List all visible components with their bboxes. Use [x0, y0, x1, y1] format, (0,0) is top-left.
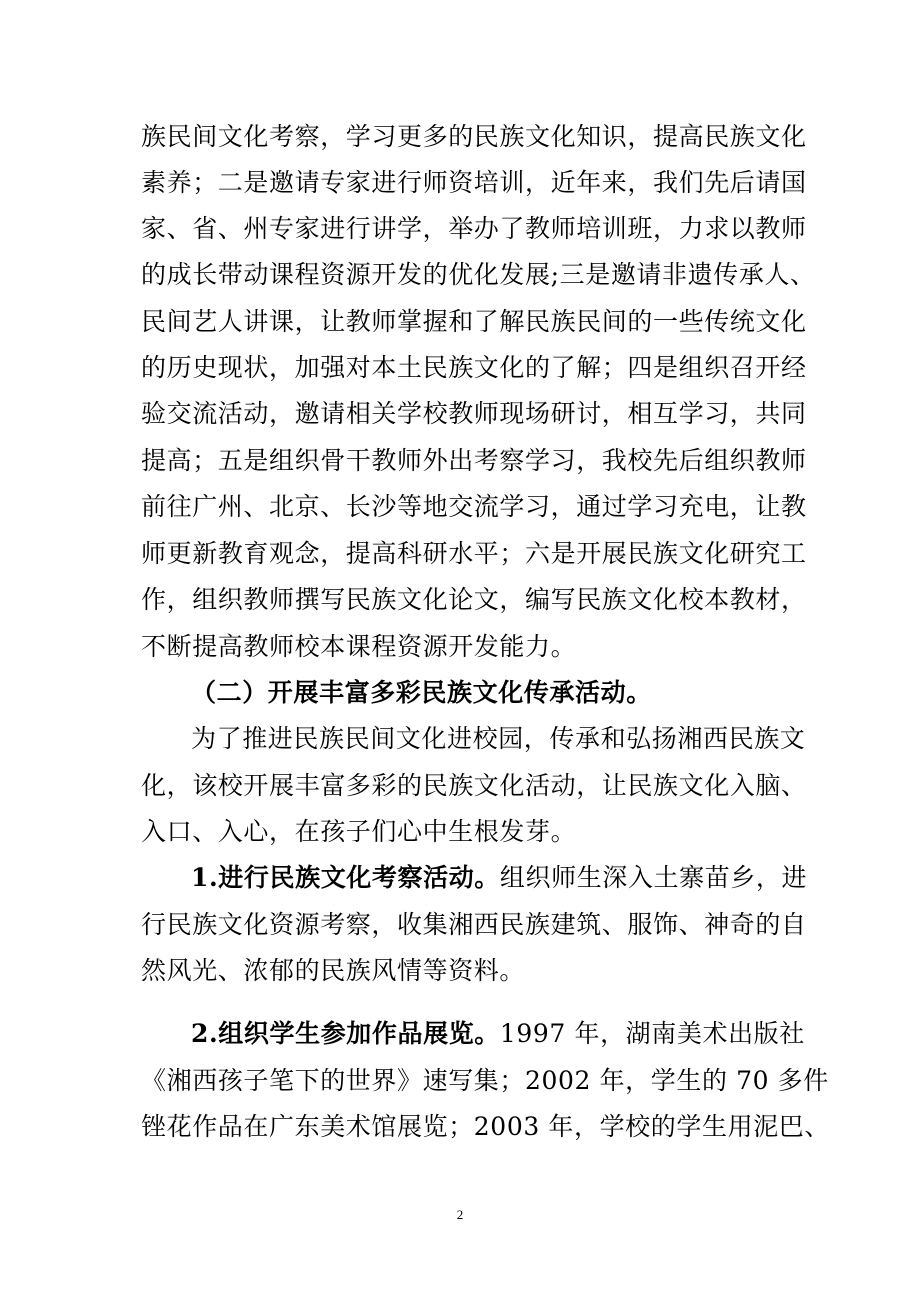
page-number: 2	[456, 1207, 464, 1222]
paragraph-line: 家、省、州专家进行讲学，举办了教师培训班，力求以教师	[141, 214, 807, 243]
paragraph-line: 行民族文化资源考察，收集湘西民族建筑、服饰、神奇的自	[141, 910, 807, 939]
paragraph-line: 的历史现状，加强对本土民族文化的了解；四是组织召开经	[141, 353, 807, 382]
paragraph-line: 作，组织教师撰写民族文化论文，编写民族文化校本教材，	[141, 585, 807, 614]
paragraph-line: 提高；五是组织骨干教师外出考察学习，我校先后组织教师	[141, 446, 807, 475]
paragraph-line: 锉花作品在广东美术馆展览；2003 年，学校的学生用泥巴、	[141, 1112, 830, 1141]
item-1-text: 组织师生深入土寨苗乡，进	[499, 863, 808, 892]
paragraph-line: 的成长带动课程资源开发的优化发展;三是邀请非遗传承人、	[141, 260, 816, 289]
paragraph-line: 入口、入心，在孩子们心中生根发芽。	[141, 817, 577, 846]
item-2-first-line	[191, 1014, 805, 1054]
paragraph-line: 师更新教育观念，提高科研水平；六是开展民族文化研究工	[141, 539, 807, 568]
paragraph-line: 然风光、浓郁的民族风情等资料。	[141, 956, 526, 985]
paragraph-line: 化，该校开展丰富多彩的民族文化活动，让民族文化入脑、	[141, 771, 807, 800]
paragraph-line: 民间艺人讲课，让教师掌握和了解民族民间的一些传统文化	[141, 307, 807, 336]
paragraph-line: 为了推进民族民间文化进校园，传承和弘扬湘西民族文	[191, 724, 806, 753]
paragraph-line: 《湘西孩子笔下的世界》速写集；2002 年，学生的 70 多件	[141, 1066, 829, 1095]
paragraph-line: 验交流活动，邀请相关学校教师现场研讨，相互学习，共同	[141, 399, 807, 428]
paragraph-line: 前往广州、北京、长沙等地交流学习，通过学习充电，让教	[141, 492, 807, 521]
paragraph-line: 素养；二是邀请专家进行师资培训，近年来，我们先后请国	[141, 168, 807, 197]
item-2-label: 2.组织学生参加作品展览。	[191, 1019, 500, 1048]
item-2-text: 1997 年，湖南美术出版社	[499, 1019, 805, 1048]
item-1-first-line	[191, 858, 808, 898]
section-heading: （二）开展丰富多彩民族文化传承活动。	[191, 678, 652, 707]
paragraph-line: 族民间文化考察，学习更多的民族文化知识，提高民族文化	[141, 122, 807, 151]
paragraph-line: 不断提高教师校本课程资源开发能力。	[141, 632, 577, 661]
item-1-label: 1.进行民族文化考察活动。	[191, 863, 500, 892]
